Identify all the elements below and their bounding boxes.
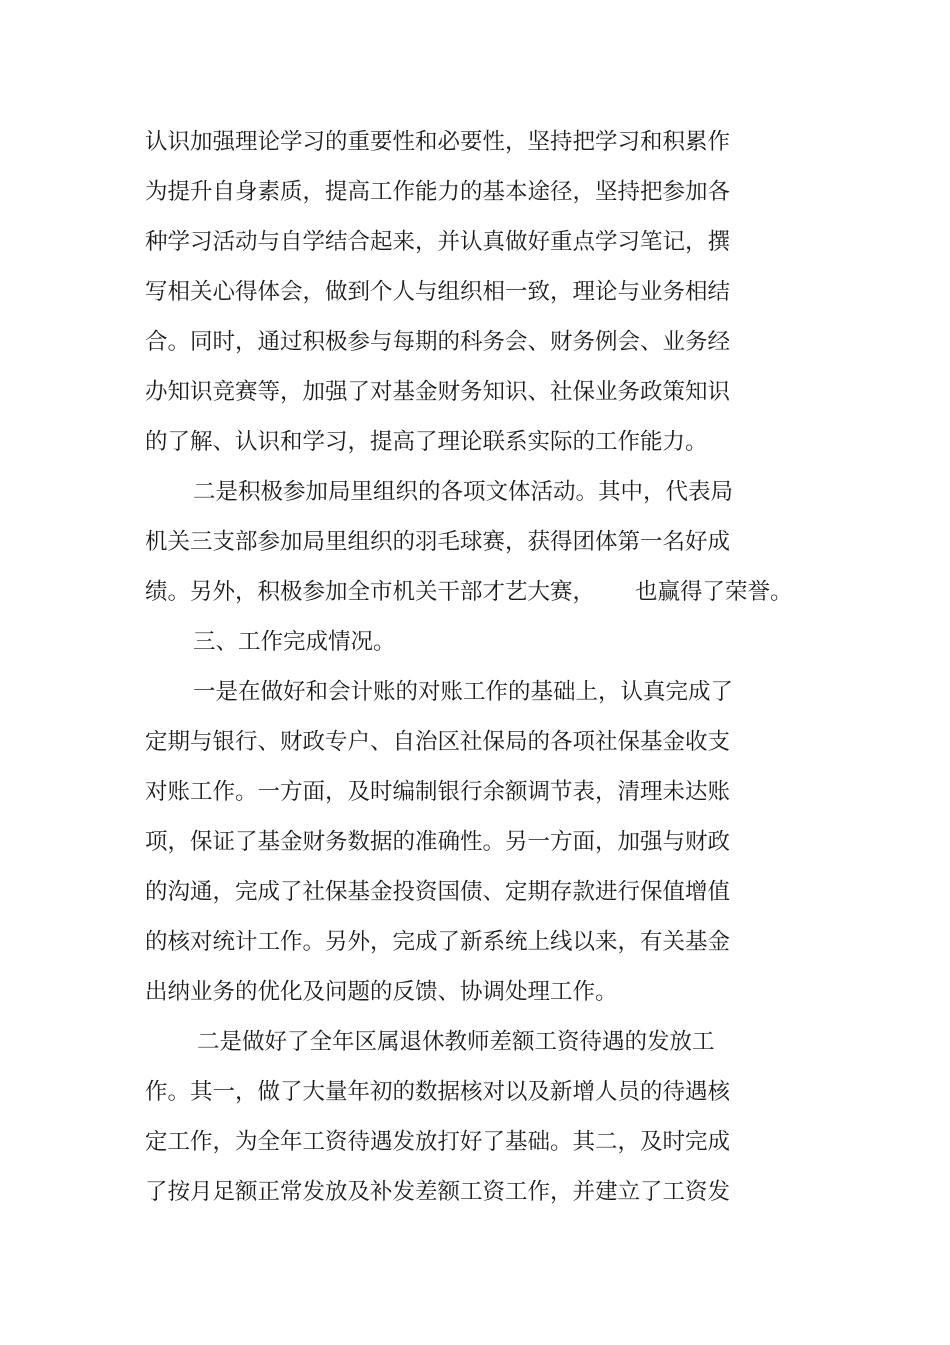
text-line: 合。同时，通过积极参与每期的科务会、财务例会、业务经 — [145, 329, 731, 355]
text-line: 的了解、认识和学习，提高了理论联系实际的工作能力。 — [145, 429, 708, 455]
text-line: 定工作，为全年工资待遇发放打好了基础。其二，及时完成 — [145, 1129, 731, 1155]
text-line: 出纳业务的优化及问题的反馈、协调处理工作。 — [145, 979, 618, 1005]
text-line: 项，保证了基金财务数据的准确性。另一方面，加强与财政 — [145, 829, 731, 855]
text-line — [145, 577, 793, 607]
text-line: 机关三支部参加局里组织的羽毛球赛，获得团体第一名好成 — [145, 529, 731, 555]
text-line: 为提升自身素质，提高工作能力的基本途径，坚持把参加各 — [145, 179, 731, 205]
paragraph-first-line: 二是做好了全年区属退休教师差额工资待遇的发放工 — [197, 1029, 715, 1055]
section-heading: 三、工作完成情况。 — [193, 629, 396, 655]
text-line: 作。其一，做了大量年初的数据核对以及新增人员的待遇核 — [145, 1079, 731, 1105]
text-line: 写相关心得体会，做到个人与组织相一致，理论与业务相结 — [145, 279, 731, 305]
text-line: 认识加强理论学习的重要性和必要性，坚持把学习和积累作 — [145, 129, 731, 155]
text-line: 了按月足额正常发放及补发差额工资工作，并建立了工资发 — [145, 1179, 731, 1205]
text-segment: 绩。另外，积极参加全市机关干部才艺大赛， — [145, 579, 596, 605]
text-segment: 也赢得了荣誉。 — [635, 579, 793, 605]
paragraph-first-line: 一是在做好和会计账的对账工作的基础上，认真完成了 — [193, 679, 734, 705]
text-line: 对账工作。一方面，及时编制银行余额调节表，清理未达账 — [145, 779, 731, 805]
paragraph-first-line: 二是积极参加局里组织的各项文体活动。其中，代表局 — [193, 479, 734, 505]
text-line: 种学习活动与自学结合起来，并认真做好重点学习笔记，撰 — [145, 229, 731, 255]
text-line: 办知识竞赛等，加强了对基金财务知识、社保业务政策知识 — [145, 379, 731, 405]
text-line: 的核对统计工作。另外，完成了新系统上线以来，有关基金 — [145, 929, 731, 955]
text-line: 的沟通，完成了社保基金投资国债、定期存款进行保值增值 — [145, 879, 731, 905]
text-line: 定期与银行、财政专户、自治区社保局的各项社保基金收支 — [145, 729, 731, 755]
